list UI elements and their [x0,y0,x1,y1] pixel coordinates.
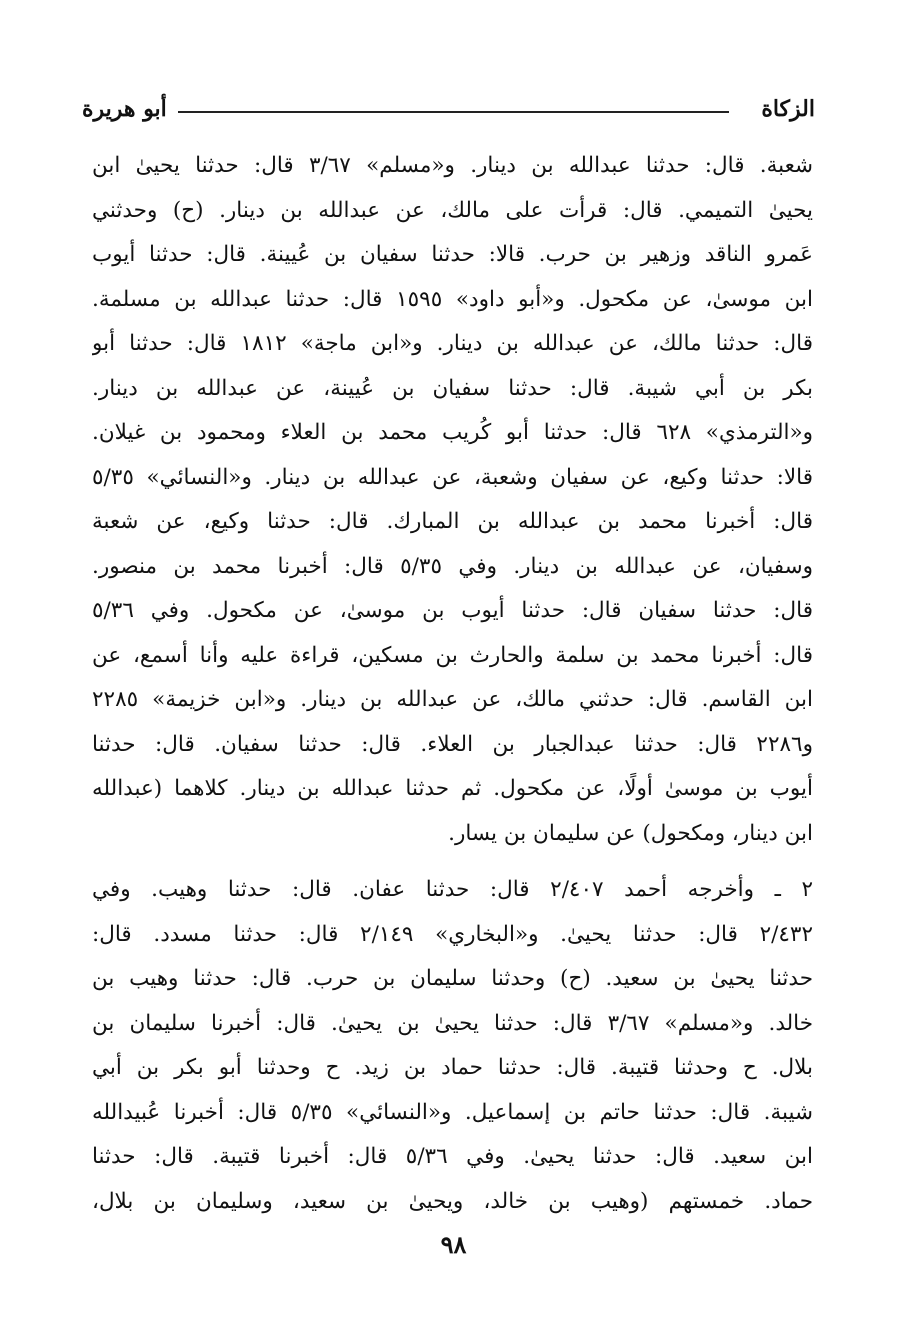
text-line: حدثنا يحيىٰ بن سعيد. (ح) وحدثنا سليمان بن حرب. قال: حدثنا وهيب بن [92,966,813,991]
paragraph-2 [92,868,813,1224]
paragraph-1 [92,144,813,856]
text-line: قال: أخبرنا محمد بن سلمة والحارث بن مسكين، قراءة عليه وأنا أسمع، عن [92,642,813,668]
text-line: ابن موسىٰ، عن مكحول. و«أبو داود» ١٥٩٥ قال: حدثنا عبدالله بن مسلمة. [92,286,813,312]
text-line: شيبة. قال: حدثنا حاتم بن إسماعيل. و«النسائي» ٥/٣٥ قال: أخبرنا عُبيدالله [92,1099,813,1125]
text-line: قالا: حدثنا وكيع، عن سفيان وشعبة، عن عبدالله بن دينار. و«النسائي» ٥/٣٥ [92,464,813,490]
text-line: ابن سعيد. قال: حدثنا يحيىٰ. وفي ٥/٣٦ قال: أخبرنا قتيبة. قال: حدثنا [92,1144,813,1169]
text-line: بلال. ح وحدثنا قتيبة. قال: حدثنا حماد بن زيد. ح وحدثنا أبو بكر بن أبي [92,1055,813,1080]
text-line: عَمرو الناقد وزهير بن حرب. قالا: حدثنا سفيان بن عُيينة. قال: حدثنا أيوب [92,242,813,267]
text-line: قال: أخبرنا محمد بن عبدالله بن المبارك. قال: حدثنا وكيع، عن شعبة [92,509,813,534]
text-line: ٢/٤٣٢ قال: حدثنا يحيىٰ. و«البخاري» ٢/١٤٩ قال: حدثنا مسدد. قال: [92,921,813,947]
text-line: ٢ ـ وأخرجه أحمد ٢/٤٠٧ قال: حدثنا عفان. قال: حدثنا وهيب. وفي [92,877,813,902]
chapter-title: الزكاة [761,96,815,122]
text-line: يحيىٰ التميمي. قال: قرأت على مالك، عن عبدالله بن دينار. (ح) وحدثني [92,197,813,223]
running-header [82,94,815,130]
text-line: خالد. و«مسلم» ٣/٦٧ قال: حدثنا يحيىٰ بن يحيىٰ. قال: أخبرنا سليمان بن [92,1010,813,1036]
text-line: حماد. خمستهم (وهيب بن خالد، ويحيىٰ بن سعيد، وسليمان بن بلال، [92,1188,813,1214]
narrator-title: أبو هريرة [82,96,167,122]
text-line: وسفيان، عن عبدالله بن دينار. وفي ٥/٣٥ قال: أخبرنا محمد بن منصور. [92,553,813,579]
text-line: و٢٢٨٦ قال: حدثنا عبدالجبار بن العلاء. قال: حدثنا سفيان. قال: حدثنا [92,731,813,757]
header-rule [178,111,729,113]
text-line: و«الترمذي» ٦٢٨ قال: حدثنا أبو كُريب محمد بن العلاء ومحمود بن غيلان. [92,420,813,445]
text-line: ابن القاسم. قال: حدثني مالك، عن عبدالله بن دينار. و«ابن خزيمة» ٢٢٨٥ [92,687,813,712]
text-line: بكر بن أبي شيبة. قال: حدثنا سفيان بن عُيينة، عن عبدالله بن دينار. [92,375,813,401]
text-line: أيوب بن موسىٰ أولًا، عن مكحول. ثم حدثنا عبدالله بن دينار. كلاهما (عبدالله [92,776,813,801]
text-line: ابن دينار، ومكحول) عن سليمان بن يسار. [448,820,813,846]
page-number: ٩٨ [440,1230,467,1259]
text-line: قال: حدثنا سفيان قال: حدثنا أيوب بن موسىٰ، عن مكحول. وفي ٥/٣٦ [92,598,813,623]
text-line: قال: حدثنا مالك، عن عبدالله بن دينار. و«ابن ماجة» ١٨١٢ قال: حدثنا أبو [92,331,813,356]
text-line: شعبة. قال: حدثنا عبدالله بن دينار. و«مسلم» ٣/٦٧ قال: حدثنا يحيىٰ ابن [92,153,813,178]
